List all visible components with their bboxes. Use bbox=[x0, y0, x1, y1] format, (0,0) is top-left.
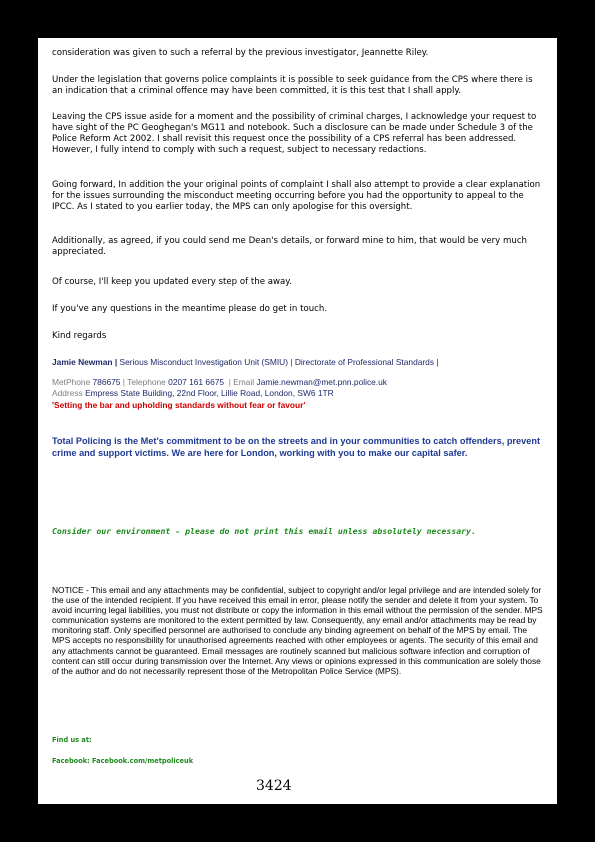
facebook-link[interactable]: Facebook: Facebook.com/metpoliceuk bbox=[52, 757, 194, 765]
legal-notice: NOTICE - This email and any attachments may be confidential, subject to copyright and/or legal privilege and are intended solely for the use of the intended recipient. If you have received this email in error, please notify the sender and delete it from your system. To avoid incurring legal liabilities, you must not distribute or copy the information in this email without the permission of the sender. MPS communication systems are monitored to the extent permitted by law. Consequently, any email and/or attachments may be read by monitoring staff. Only specified personnel are authorised to conclude any binding agreement on behalf of the MPS by email. The MPS accepts no responsibility for unauthorised agreements reached with other employees or agents. The security of this email and any attachments cannot be guaranteed. Email messages are routinely scanned but malicious software infection and corruption of content can still occur during transmission over the Internet. Any views or opinions expressed in this communication are solely those of the author and do not necessarily represent those of the Metropolitan Police Service (MPS). bbox=[52, 585, 543, 676]
signature-unit: Serious Misconduct Investigation Unit (SMIU) | Directorate of Professional Standards | bbox=[119, 357, 439, 367]
signature-separator: | bbox=[112, 357, 120, 367]
paragraph-questions: If you've any questions in the meantime please do get in touch. bbox=[52, 304, 328, 314]
metphone-label: MetPhone bbox=[52, 377, 91, 387]
paragraph-additionally: Additionally, as agreed, if you could send me Dean's details, or forward mine to him, that would be very much appreciated. bbox=[52, 236, 527, 257]
document-page bbox=[38, 38, 557, 804]
signature-motto: 'Setting the bar and upholding standards without fear or favour' bbox=[52, 400, 306, 410]
paragraph-going-forward: Going forward, In addition the your original points of complaint I shall also attempt to provide a clear explanation for the issues surrounding the misconduct meeting occurring before you had the opportunity to appeal to the IPCC. As I stated to you earlier today, the MPS can only apologise for this oversight. bbox=[52, 180, 541, 212]
contact-line: MetPhone 786675 | Telephone 0207 161 6675 | Email Jamie.newman@met.pnn.police.uk bbox=[52, 377, 387, 387]
page-number: 3424 bbox=[256, 778, 292, 794]
signature-name: Jamie Newman bbox=[52, 357, 113, 367]
metphone-value: 786675 bbox=[92, 377, 121, 387]
total-policing-statement: Total Policing is the Met's commitment to be on the streets and in your communities to catch offenders, prevent crime and support victims. We are here for London, working with you to make our capital safer. bbox=[52, 436, 541, 458]
address-line bbox=[52, 388, 544, 399]
paragraph-updates: Of course, I'll keep you updated every step of the away. bbox=[52, 277, 292, 287]
find-us-label: Find us at: bbox=[52, 736, 92, 744]
email-link[interactable]: Jamie.newman@met.pnn.police.uk bbox=[256, 377, 387, 387]
paragraph-referral: consideration was given to such a referral by the previous investigator, Jeannette Riley. bbox=[52, 48, 429, 58]
closing-kind-regards: Kind regards bbox=[52, 331, 107, 341]
email-label: Email bbox=[233, 377, 255, 387]
telephone-label: Telephone bbox=[127, 377, 166, 387]
address-value: Empress State Building, 22nd Floor, Lillie Road, London, SW6 1TR bbox=[85, 388, 334, 398]
telephone-value: 0207 161 6675 bbox=[168, 377, 225, 387]
environment-note: Consider our environment - please do not print this email unless absolutely necessary. bbox=[52, 526, 476, 536]
paragraph-cps-disclosure: Leaving the CPS issue aside for a moment and the possibility of criminal charges, I acknowledge your request to have sight of the PC Geoghegan's MG11 and notebook. Such a disclosure can be made under Schedule 3 of the Police Reform Act 2002. I shall revisit this request once the possibility of a CPS referral has been addressed. However, I fully intend to comply with such a request, subject to necessary redactions. bbox=[52, 112, 537, 155]
address-label: Address bbox=[52, 388, 83, 398]
paragraph-legislation: Under the legislation that governs police complaints it is possible to seek guidance from the CPS where there is an indication that a criminal offence may have been committed, it is this test that I shall apply. bbox=[52, 75, 533, 96]
signature-line bbox=[52, 357, 544, 368]
